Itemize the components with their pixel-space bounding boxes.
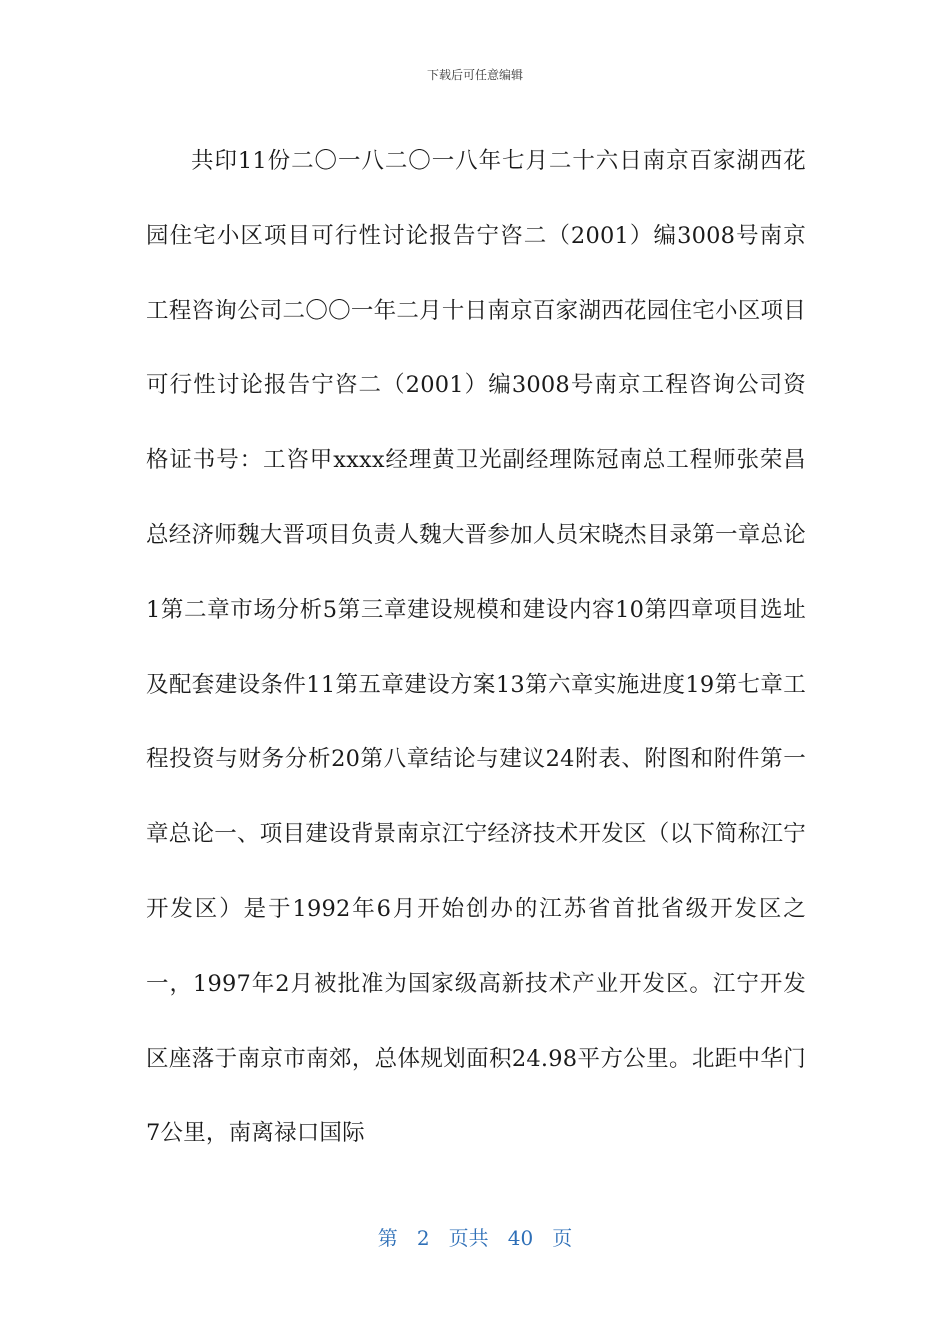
current-page-number: 2: [416, 1226, 430, 1250]
page-label-suffix: 页: [552, 1226, 573, 1250]
document-body: 共印11份二〇一八二〇一八年七月二十六日南京百家湖西花园住宅小区项目可行性讨论报告宁咨二（2001）编3008号南京工程咨询公司二〇〇一年二月十日南京百家湖西花园住宅小区项目可行性讨论报告宁咨二（2001）编3008号南京工程咨询公司资格证书号：工咨甲xxxx经理黄卫光副经理陈冠南总工程师张荣昌总经济师魏大晋项目负责人魏大晋参加人员宋晓杰目录第一章总论1第二章市场分析5第三章建设规模和建设内容10第四章项目选址及配套建设条件11第五章建设方案13第六章实施进度19第七章工程投资与财务分析20第八章结论与建议24附表、附图和附件第一章总论一、项目建设背景南京江宁经济技术开发区（以下简称江宁开发区）是于1992年6月开始创办的江苏省首批省级开发区之一，1997年2月被批准为国家级高新技术产业开发区。江宁开发区座落于南京市南郊，总体规划面积24.98平方公里。北距中华门7公里，南离禄口国际: [146, 148, 806, 1147]
page-label-prefix: 第: [377, 1226, 398, 1250]
total-pages-number: 40: [507, 1226, 534, 1250]
page-footer: [0, 1222, 950, 1251]
header-note: 下载后可任意编辑: [426, 68, 523, 82]
page-label-mid: 页共: [448, 1226, 489, 1250]
